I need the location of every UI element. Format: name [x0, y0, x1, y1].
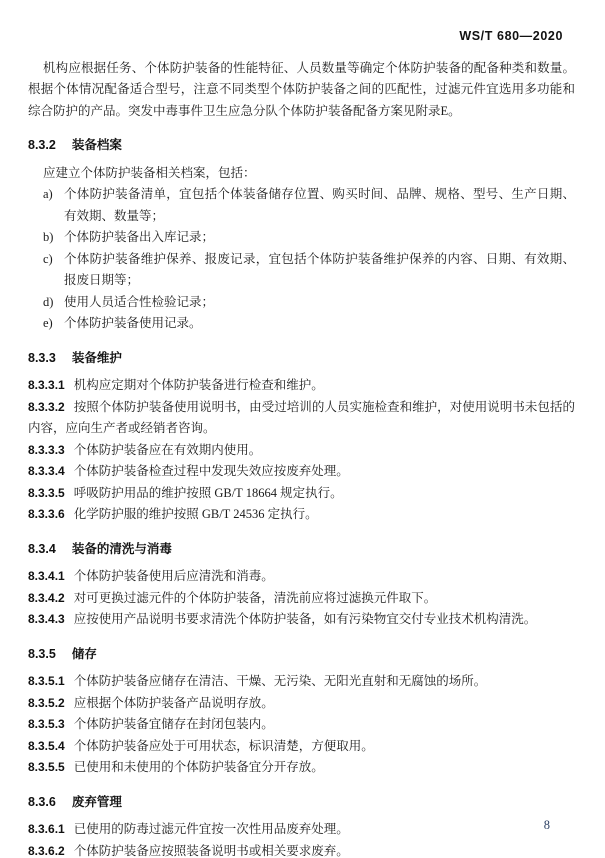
- clause-number: 8.3.3.2: [28, 399, 65, 414]
- section-heading: [28, 135, 575, 157]
- clause-text: 机构应定期对个体防护装备进行检查和维护。: [73, 378, 324, 392]
- clause-number: 8.3.5.1: [28, 674, 65, 688]
- clause: [28, 566, 575, 588]
- list-item-text: 个体防护装备使用记录。: [64, 316, 202, 330]
- list-item: [28, 292, 575, 314]
- section-title: 装备的清洗与消毒: [71, 541, 172, 556]
- clause: [28, 588, 575, 610]
- intro-paragraph: 机构应根据任务、个体防护装备的性能特征、人员数量等确定个体防护装备的配备种类和数量。根据个体情况配备适合型号，注意不同类型个体防护装备之间的匹配性，过滤元件宜选用多功能和综合防护的产品。突发中毒事件卫生应急分队个体防护装备配备方案见附录E。: [28, 60, 575, 118]
- section-8-3-2: [28, 135, 575, 335]
- section-number: 8.3.3: [28, 350, 56, 365]
- clause-text: 呼吸防护用品的维护按照 GB/T 18664 规定执行。: [73, 485, 343, 500]
- archive-list: [28, 184, 575, 335]
- clause: [28, 693, 575, 715]
- list-item-label: a): [43, 187, 53, 201]
- clause-number: 8.3.3.6: [28, 507, 65, 521]
- clause: [28, 736, 575, 758]
- clause-text: 个体防护装备使用后应清洗和消毒。: [73, 569, 274, 583]
- clause: [28, 714, 575, 736]
- section-title: 装备档案: [71, 138, 122, 152]
- clause: [28, 609, 575, 631]
- section-8-3-6: [28, 792, 575, 858]
- clause-text: 个体防护装备应储存在清洁、干燥、无污染、无阳光直射和无腐蚀的场所。: [73, 674, 487, 688]
- clause: [28, 397, 575, 440]
- list-item-label: e): [43, 316, 53, 330]
- section-lead: 应建立个体防护装备相关档案，包括：: [43, 165, 256, 180]
- list-item: [28, 313, 575, 335]
- clause-text: 个体防护装备应在有效期内使用。: [73, 442, 262, 457]
- clause: [28, 841, 575, 858]
- section-8-3-5: [28, 644, 575, 779]
- list-item-label: d): [43, 294, 54, 309]
- list-item-text: 个体防护装备出入库记录；: [64, 230, 215, 244]
- clause: [28, 504, 575, 526]
- clause-number: 8.3.3.1: [28, 378, 65, 392]
- section-number: 8.3.5: [28, 646, 56, 661]
- clause-text: 按照个体防护装备使用说明书，由受过培训的人员实施检查和维护，对使用说明书未包括的内容，应向生产者或经销者咨询。: [28, 399, 575, 435]
- section-number: 8.3.4: [28, 541, 56, 556]
- clause-number: 8.3.4.1: [28, 569, 65, 583]
- list-item-text: 个体防护装备清单，宜包括个体装备储存位置、购买时间、品牌、规格、型号、生产日期、有效期、数量等；: [64, 187, 575, 223]
- list-item: [28, 227, 575, 249]
- clause-number: 8.3.4.3: [28, 612, 65, 626]
- list-item-text: 个体防护装备维护保养、报废记录，宜包括个体防护装备维护保养的内容、日期、有效期、报废日期等；: [64, 251, 575, 287]
- clause-text: 个体防护装备应按照装备说明书或相关要求废弃。: [73, 843, 349, 858]
- section-heading: [28, 348, 575, 370]
- section-title: 储存: [71, 646, 97, 661]
- clause-number: 8.3.3.3: [28, 442, 65, 457]
- clause: [28, 819, 575, 841]
- section-title: 装备维护: [71, 350, 122, 365]
- page-number: 8: [543, 817, 550, 832]
- clause-text: 个体防护装备应处于可用状态，标识清楚，方便取用。: [73, 738, 374, 753]
- clause-number: 8.3.6.1: [28, 822, 65, 836]
- section-number: 8.3.2: [28, 138, 56, 152]
- standard-number-header: WS/T 680—2020: [459, 29, 563, 43]
- clause-text: 应按使用产品说明书要求清洗个体防护装备，如有污染物宜交付专业技术机构清洗。: [73, 612, 537, 626]
- clause: [28, 757, 575, 779]
- section-number: 8.3.6: [28, 794, 56, 809]
- clause-number: 8.3.6.2: [28, 843, 65, 858]
- section-heading: [28, 644, 575, 666]
- clause-number: 8.3.5.5: [28, 760, 65, 774]
- section-heading: [28, 539, 575, 561]
- clause-text: 已使用的防毒过滤元件宜按一次性用品废弃处理。: [73, 822, 349, 836]
- clause-number: 8.3.4.2: [28, 590, 65, 605]
- clause-text: 对可更换过滤元件的个体防护装备，清洗前应将过滤换元件取下。: [73, 590, 437, 605]
- section-8-3-3: [28, 348, 575, 526]
- clause-number: 8.3.5.2: [28, 695, 65, 710]
- clause: [28, 483, 575, 505]
- clause-number: 8.3.3.4: [28, 464, 65, 478]
- clause: [28, 461, 575, 483]
- clause-text: 个体防护装备检查过程中发现失效应按废弃处理。: [73, 464, 349, 478]
- clause-number: 8.3.5.4: [28, 738, 65, 753]
- section-title: 废弃管理: [71, 794, 122, 809]
- clause-number: 8.3.5.3: [28, 717, 65, 731]
- clause: [28, 375, 575, 397]
- list-item-label: c): [43, 251, 53, 266]
- clause: [28, 671, 575, 693]
- list-item-label: b): [43, 230, 54, 244]
- clause-number: 8.3.3.5: [28, 485, 65, 500]
- clause-text: 个体防护装备宜储存在封闭包装内。: [73, 717, 274, 731]
- clause-text: 化学防护服的维护按照 GB/T 24536 定执行。: [73, 507, 318, 521]
- list-item: [28, 184, 575, 227]
- list-item: [28, 249, 575, 292]
- clause-text: 应根据个体防护装备产品说明存放。: [73, 695, 274, 710]
- section-heading: [28, 792, 575, 814]
- clause: [28, 440, 575, 462]
- list-item-text: 使用人员适合性检验记录；: [64, 294, 215, 309]
- clause-text: 已使用和未使用的个体防护装备宜分开存放。: [73, 760, 324, 774]
- section-8-3-4: [28, 539, 575, 631]
